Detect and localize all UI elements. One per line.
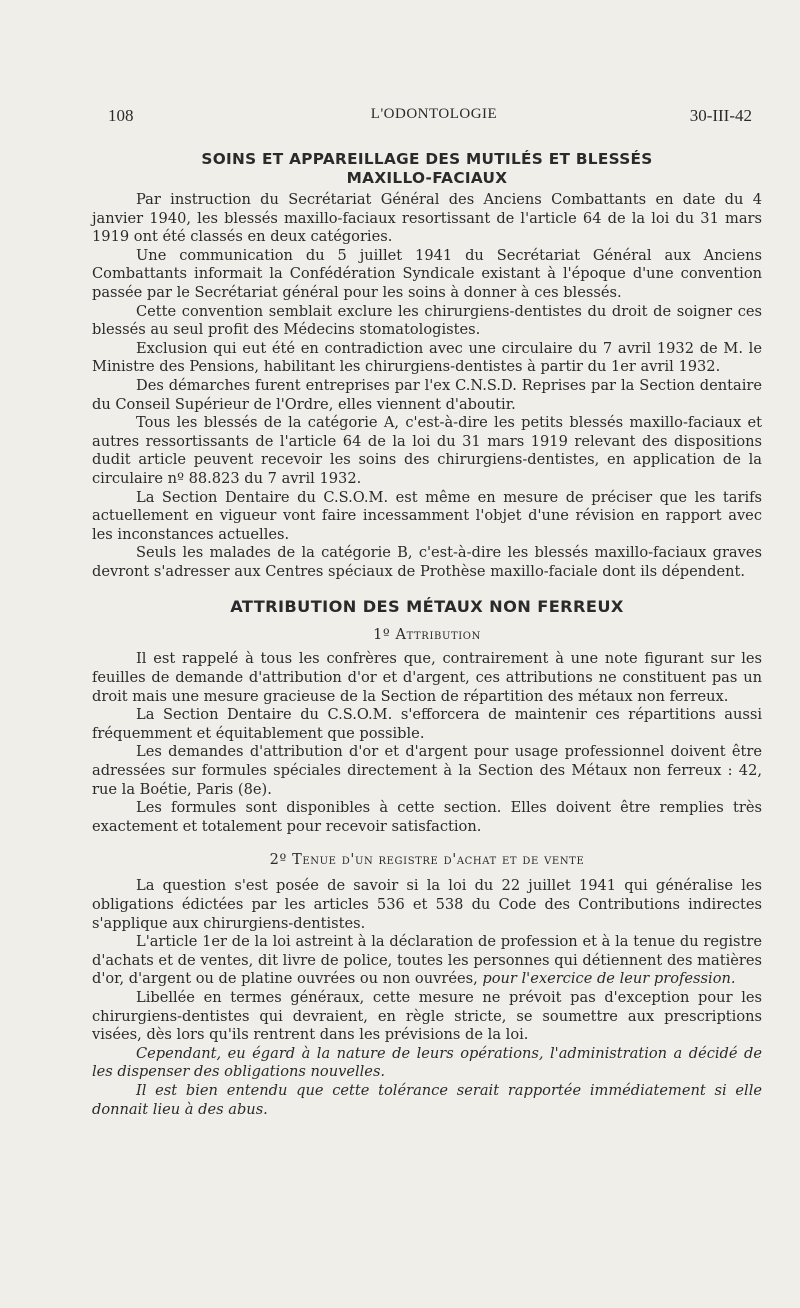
paragraph: Libellée en termes généraux, cette mesure ne prévoit pas d'exception pour les chirurgiens-dentistes qui devraient, en règle stricte, se soumettre aux prescriptions visées, dès lors qu'ils rentrent dans les prévisions de la loi. [92,988,762,1044]
journal-title: L'ODONTOLOGIE [370,106,498,122]
page-number: 108 [108,106,134,125]
section-title-metaux: ATTRIBUTION DES MÉTAUX NON FERREUX [230,597,624,617]
paragraph: Une communication du 5 juillet 1941 du Secrétariat Général aux Anciens Combattants informait la Confédération Syndicale existant à l'époque d'une convention passée par le Secrétariat général pour les soins à donner à ces blessés. [92,246,762,301]
paragraph-text: L'article 1er de la loi astreint à la déclaration de profession et à la tenue du registre d'achats et de ventes, dit livre de police, toutes les personnes qui détiennent des matières d'or, d'argent ou de platine ouvrées ou non ouvrées, [92,933,762,988]
subsection-title-registre: 2º Tenue d'un registre d'achat et de vente [269,852,585,869]
section-title-line: MAXILLO-FACIAUX [346,169,508,187]
paragraph: Seuls les malades de la catégorie B, c'est-à-dire les blessés maxillo-faciaux graves devront s'adresser aux Centres spéciaux de Prothèse maxillo-faciale dont ils dépendent. [92,544,762,580]
paragraph: La Section Dentaire du C.S.O.M. est même en mesure de préciser que les tarifs actuellement en vigueur vont faire incessamment l'objet d'une révision en rapport avec les inconstances actuelles. [92,488,762,543]
issue-date: 30-III-42 [689,106,752,125]
paragraph: Exclusion qui eut été en contradiction avec une circulaire du 7 avril 1932 de M. le Ministre des Pensions, habilitant les chirurgiens-dentistes à partir du 1er avril 1932. [92,339,762,376]
subsection-title-attribution: 1º Attribution [373,627,481,644]
italic-phrase: pour l'exercice de leur profession. [482,970,736,988]
article-body [92,150,762,1119]
paragraph: Tous les blessés de la catégorie A, c'est-à-dire les petits blessés maxillo-faciaux et autres ressortissants de l'article 64 de la loi du 31 mars 1919 relevant des dispositions dudit article peuvent recevoir les soins des chirurgiens-dentistes, en application de la circulaire nº 88.823 du 7 avril 1932. [92,414,762,487]
paragraph: Par instruction du Secrétariat Général des Anciens Combattants en date du 4 janvier 1940, les blessés maxillo-faciaux resortissant de l'article 64 de la loi du 31 mars 1919 ont été classés en deux catégories. [92,191,762,246]
paragraph: Les demandes d'attribution d'or et d'argent pour usage professionnel doivent être adressées sur formules spéciales directement à la Section des Métaux non ferreux : 42, rue la Boétie, Paris (8e). [92,743,762,798]
paragraph [92,933,762,989]
paragraph: Il est rappelé à tous les confrères que, contrairement à une note figurant sur les feuilles de demande d'attribution d'or et d'argent, ces attributions ne constituent pas un droit mais une mesure gracieuse de la Section de répartition des métaux non ferreux. [92,650,762,705]
paragraph: Les formules sont disponibles à cette section. Elles doivent être remplies très exactement et totalement pour recevoir satisfaction. [92,799,762,835]
paragraph: Des démarches furent entreprises par l'ex C.N.S.D. Reprises par la Section dentaire du Conseil Supérieur de l'Ordre, elles viennent d'aboutir. [92,376,762,413]
paragraph: Cette convention semblait exclure les chirurgiens-dentistes du droit de soigner ces blessés au seul profit des Médecins stomatologistes. [92,302,762,339]
paragraph-italic: Cependant, eu égard à la nature de leurs opérations, l'administration a décidé de les dispenser des obligations nouvelles. [92,1044,762,1081]
section-title-mutiles [92,150,762,188]
paragraph-italic: Il est bien entendu que cette tolérance serait rapportée immédiatement si elle donnait lieu à des abus. [92,1081,762,1118]
paragraph: La question s'est posée de savoir si la loi du 22 juillet 1941 qui généralise les obligations édictées par les articles 536 et 538 du Code des Contributions indirectes s'applique aux chirurgiens-dentistes. [92,877,762,932]
section-title-line: SOINS ET APPAREILLAGE DES MUTILÉS ET BLESSÉS [201,150,653,168]
running-header [108,106,760,130]
paragraph: La Section Dentaire du C.S.O.M. s'efforcera de maintenir ces répartitions aussi fréquemment et équitablement que possible. [92,706,762,742]
